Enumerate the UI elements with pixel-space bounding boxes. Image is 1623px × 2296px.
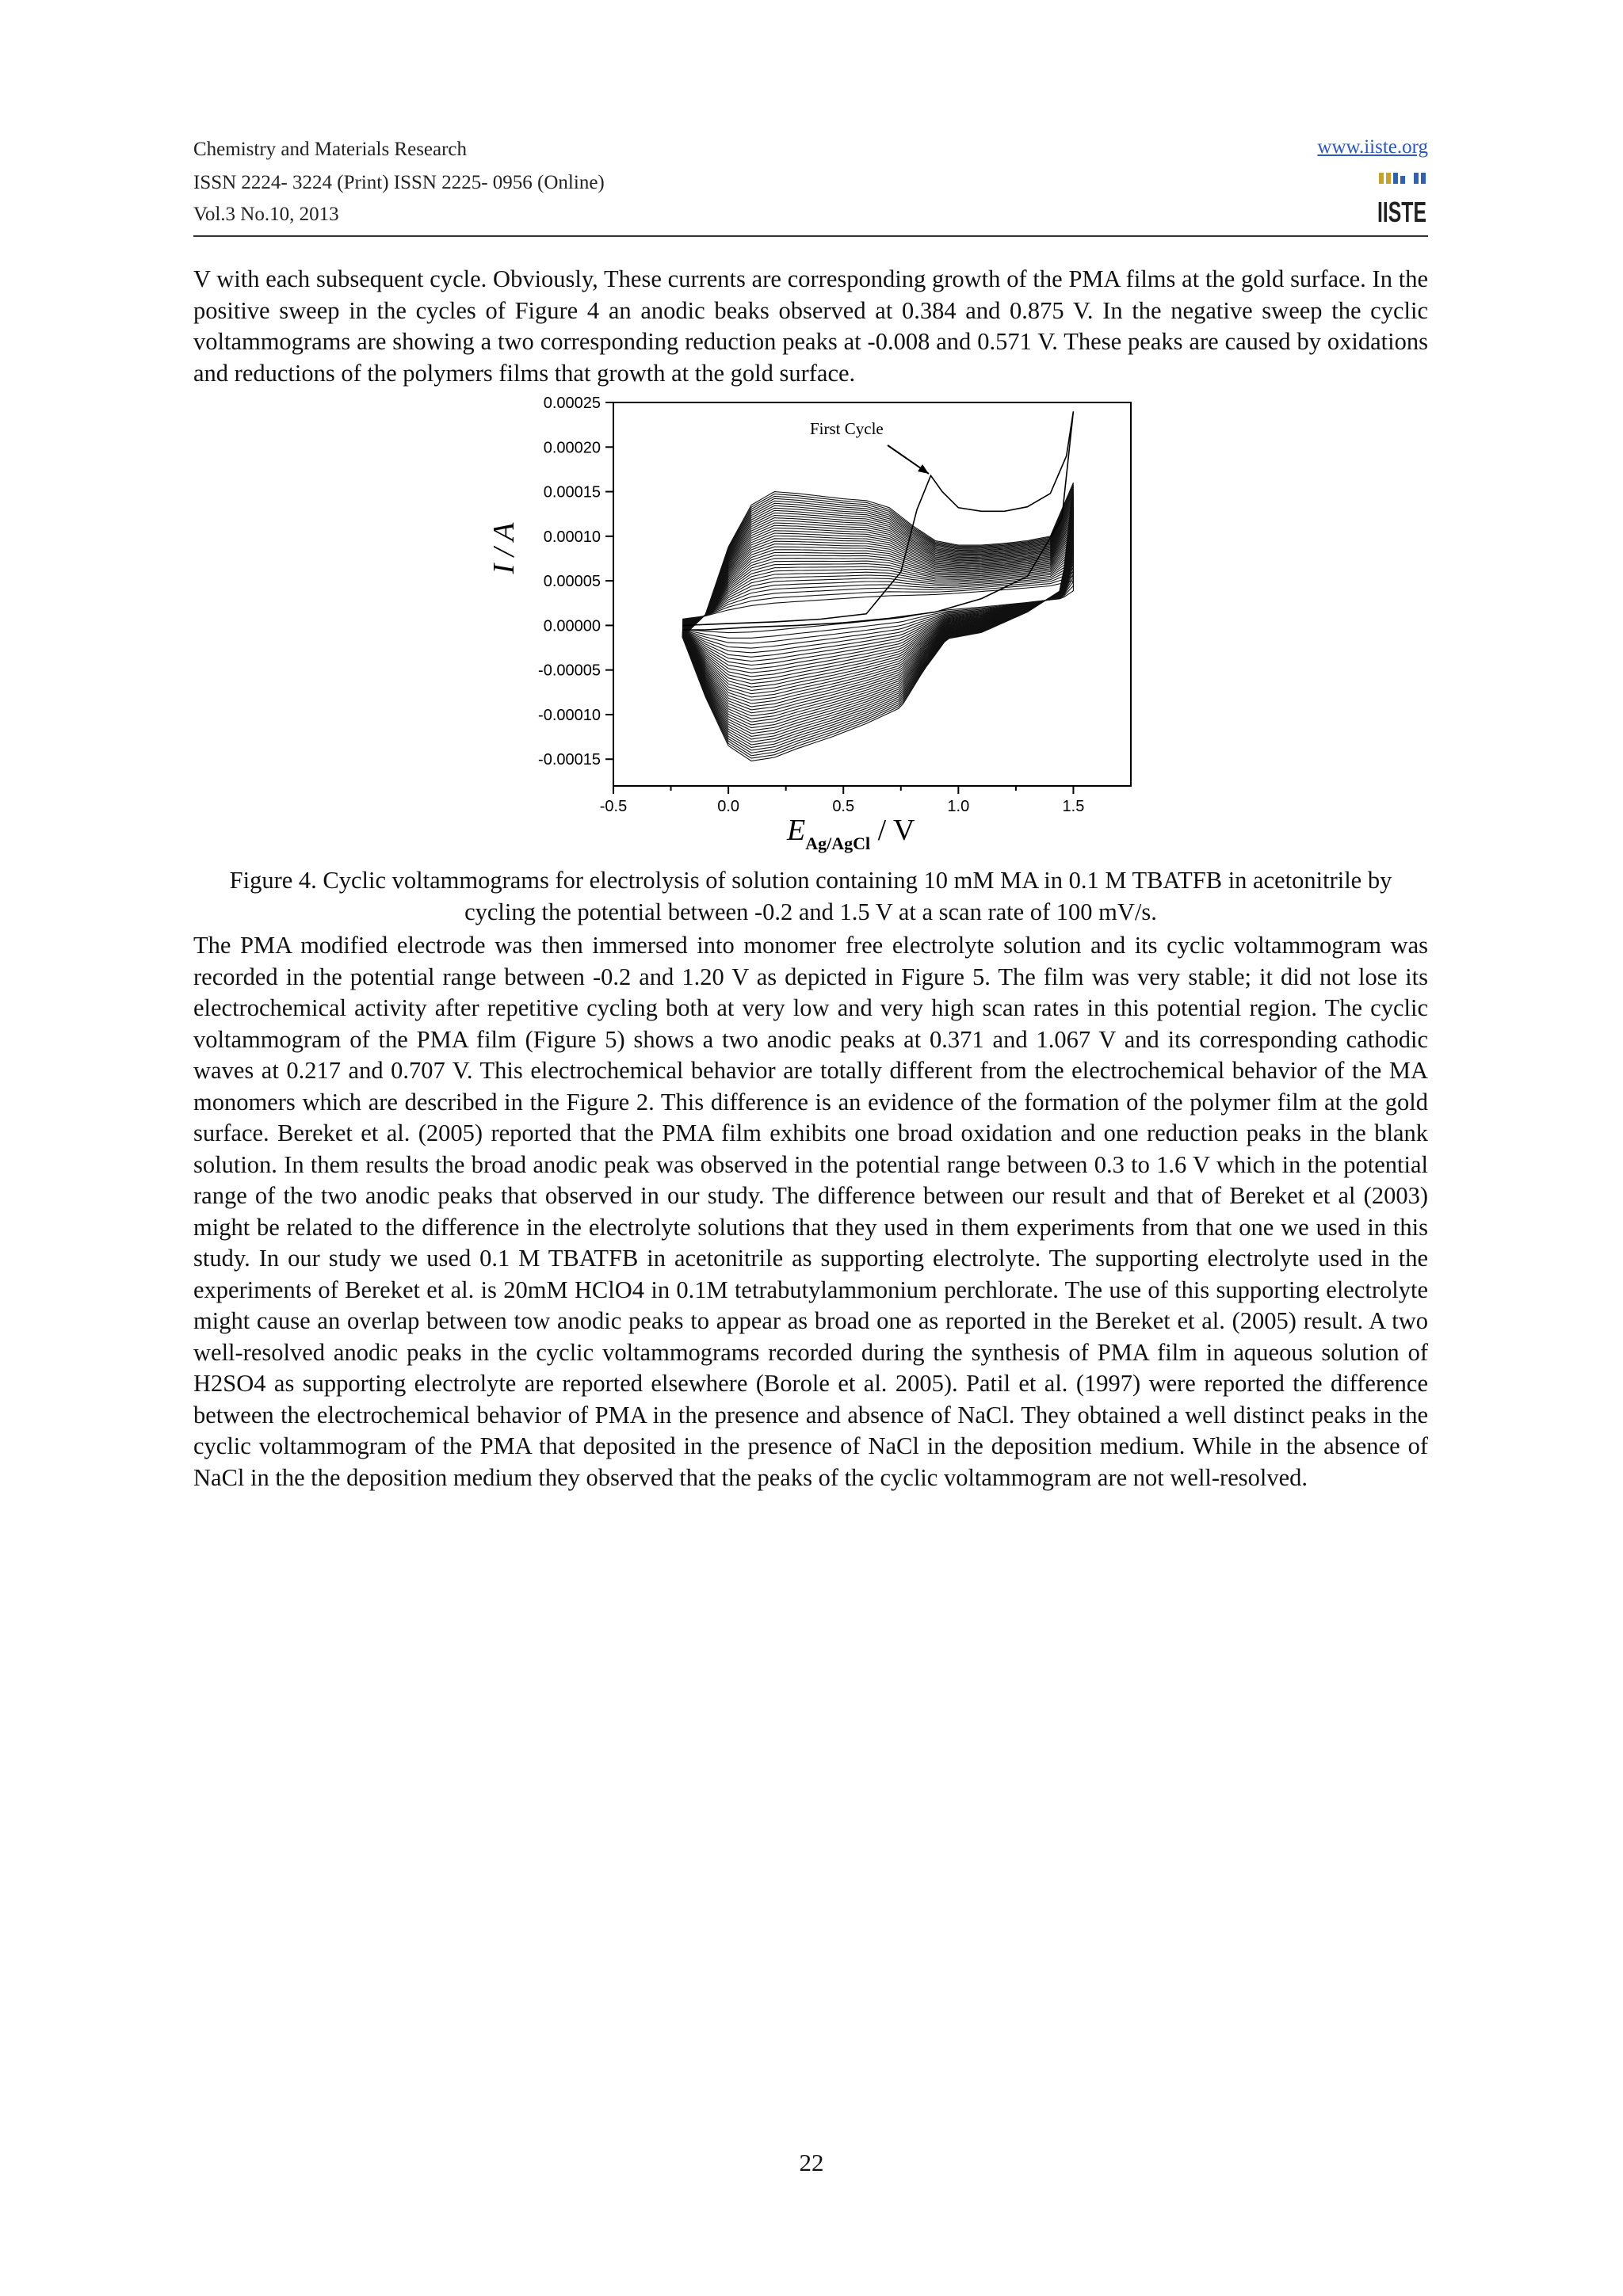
figure-caption: Figure 4. Cyclic voltammograms for electrolysis of solution containing 10 mM MA in 0.1 M TBATFB in acetonitrile by cycling the potential between -0.2 and 1.5 V at a scan rate of 100 mV/s. [229, 867, 1392, 925]
y-axis-ticks [538, 395, 613, 769]
cv-curves [682, 411, 1073, 761]
y-tick-label: -0.00010 [538, 706, 601, 724]
cv-cycle-curve [682, 499, 1073, 739]
paragraph-main: The PMA modified electrode was then immersed into monomer free electrolyte solution and its cyclic voltammogram was recorded in the potential range between -0.2 and 1.20 V as depicted in Figure 5. The film was very stable; it did not lose its electrochemical activity after repetitive cycling both at very low and very high scan rates in this potential region. The cyclic voltammogram of the PMA film (Figure 5) shows a two anodic peaks at 0.371 and 1.067 V and its corresponding cathodic waves at 0.217 and 0.707 V. This electrochemical behavior are totally different from the electrochemical behavior of the MA monomers which are described in the Figure 2. This difference is an evidence of the formation of the polymer film at the gold surface. Bereket et al. (2005) reported that the PMA film exhibits one broad oxidation and one reduction peaks in the blank solution. In them results the broad anodic peak was observed in the potential range between 0.3 to 1.6 V which in the potential range of the two anodic peaks that observed in our study. The difference between our result and that of Bereket et al (2003) might be related to the difference in the electrolyte solutions that they used in them experiments from that one we used in this study. In our study we used 0.1 M TBATFB in acetonitrile as supporting electrolyte. The supporting electrolyte used in the experiments of Bereket et al. is 20mM HClO4 in 0.1M tetrabutylammonium perchlorate. The use of this supporting electrolyte might cause an overlap between tow anodic peaks to appear as broad one as reported in the Bereket et al. (2005) result. A two well-resolved anodic peaks in the cyclic voltammograms recorded during the synthesis of PMA film in aqueous solution of H2SO4 as supporting electrolyte are reported elsewhere (Borole et al. 2005). Patil et al. (1997) were reported the difference between the electrochemical behavior of PMA in the presence and absence of NaCl. They obtained a well distinct peaks in the cyclic voltammogram of the PMA that deposited in the presence of NaCl in the deposition medium. While in the absence of NaCl in the the deposition medium they observed that the peaks of the cyclic voltammogram are not well-resolved. [193, 932, 1428, 1491]
cv-cycle-curve [682, 550, 1073, 673]
cv-cycle-curve [682, 498, 1073, 742]
cv-cycle-curve [682, 515, 1073, 719]
x-axis-label-unit: / V [870, 814, 915, 847]
cv-cycle-curve [682, 536, 1073, 691]
cv-cycle-curve [682, 581, 1073, 633]
cv-cycle-curve [682, 510, 1073, 725]
x-tick-label: 0.5 [832, 798, 855, 815]
cv-cycle-curve [682, 526, 1073, 704]
cv-cycle-curve [682, 508, 1073, 727]
header-rule [193, 235, 1428, 237]
y-tick-label: -0.00005 [538, 662, 601, 680]
y-tick-label: 0.00005 [543, 573, 601, 591]
cv-cycle-curve [682, 505, 1073, 730]
x-tick-label: 1.0 [947, 798, 970, 815]
website-link[interactable]: www.iiste.org [1317, 136, 1428, 158]
cv-cycle-curve [682, 521, 1073, 710]
cv-cycle-curve [682, 576, 1073, 638]
cv-first-cycle-curve [682, 411, 1073, 630]
plot-frame [613, 402, 1131, 786]
iiste-logo [1376, 170, 1428, 228]
volume-line: Vol.3 No.10, 2013 [193, 204, 339, 225]
x-axis-label-symbol: E [787, 814, 806, 847]
cv-cycle-curve [682, 482, 1073, 761]
cv-cycle-curve [682, 495, 1073, 745]
cv-cycle-curve [682, 547, 1073, 677]
cv-cycle-curve [682, 517, 1073, 716]
y-tick-label: 0.00020 [543, 439, 601, 457]
issn-line: ISSN 2224- 3224 (Print) ISSN 2225- 0956 (Online) [193, 172, 605, 193]
y-tick-label: 0.00000 [543, 617, 601, 635]
cv-cycle-curve [682, 489, 1073, 753]
journal-name: Chemistry and Materials Research [193, 139, 468, 160]
cv-cycle-curve [682, 534, 1073, 694]
cv-cycle-curve [682, 513, 1073, 722]
cv-cycle-curve [682, 553, 1073, 669]
cv-cycle-curve [682, 520, 1073, 713]
cv-cycle-curve [682, 493, 1073, 747]
cv-cycle-curve [682, 539, 1073, 687]
y-tick-label: 0.00015 [543, 483, 601, 502]
x-tick-label: -0.5 [599, 798, 628, 815]
cv-cycle-curve [682, 504, 1073, 734]
paragraph-top: V with each subsequent cycle. Obviously, These currents are corresponding growth of the PMA films at the gold surface. In the positive sweep in the cycles of Figure 4 an anodic beaks observed at 0.384 and 0.875 V. In the negative sweep the cyclic voltammograms are showing a two corresponding reduction peaks at -0.008 and 0.571 V. These peaks are caused by oxidations and reductions of the polymers films that growth at the gold surface. [193, 265, 1428, 387]
x-tick-label: 1.5 [1062, 798, 1085, 815]
cv-cycle-curve [682, 572, 1073, 643]
cv-cycle-curve [682, 485, 1073, 758]
cv-cycle-curve [682, 542, 1073, 684]
y-tick-label: -0.00015 [538, 751, 601, 769]
cv-cycle-curve [682, 555, 1073, 665]
page-number: 22 [799, 2149, 824, 2176]
cv-cycle-curve [682, 524, 1073, 707]
cv-cycle-curve [682, 565, 1073, 653]
x-tick-label: 0.0 [717, 798, 740, 815]
first-cycle-annotation: First Cycle [810, 419, 884, 438]
x-axis-label [786, 814, 915, 853]
logo-text: IISTE [1377, 196, 1426, 228]
cv-cycle-curve [682, 502, 1073, 737]
first-cycle-arrow-head [918, 464, 929, 474]
y-tick-label: 0.00025 [543, 395, 601, 412]
cv-cycle-curve [682, 529, 1073, 701]
cv-cycle-curve [682, 559, 1073, 661]
cv-cycle-curve [682, 544, 1073, 681]
y-tick-label: 0.00010 [543, 528, 601, 546]
cv-cycle-curve [682, 532, 1073, 697]
cv-cycle-curve [682, 562, 1073, 657]
first-cycle-arrow [888, 445, 929, 474]
cv-cycle-curve [682, 569, 1073, 649]
y-axis-label: I / A [487, 522, 521, 574]
x-axis-ticks [600, 786, 1085, 815]
x-axis-label-subscript: Ag/AgCl [805, 833, 871, 853]
cv-cycle-curve [682, 486, 1073, 755]
cv-cycle-curve [682, 491, 1073, 750]
